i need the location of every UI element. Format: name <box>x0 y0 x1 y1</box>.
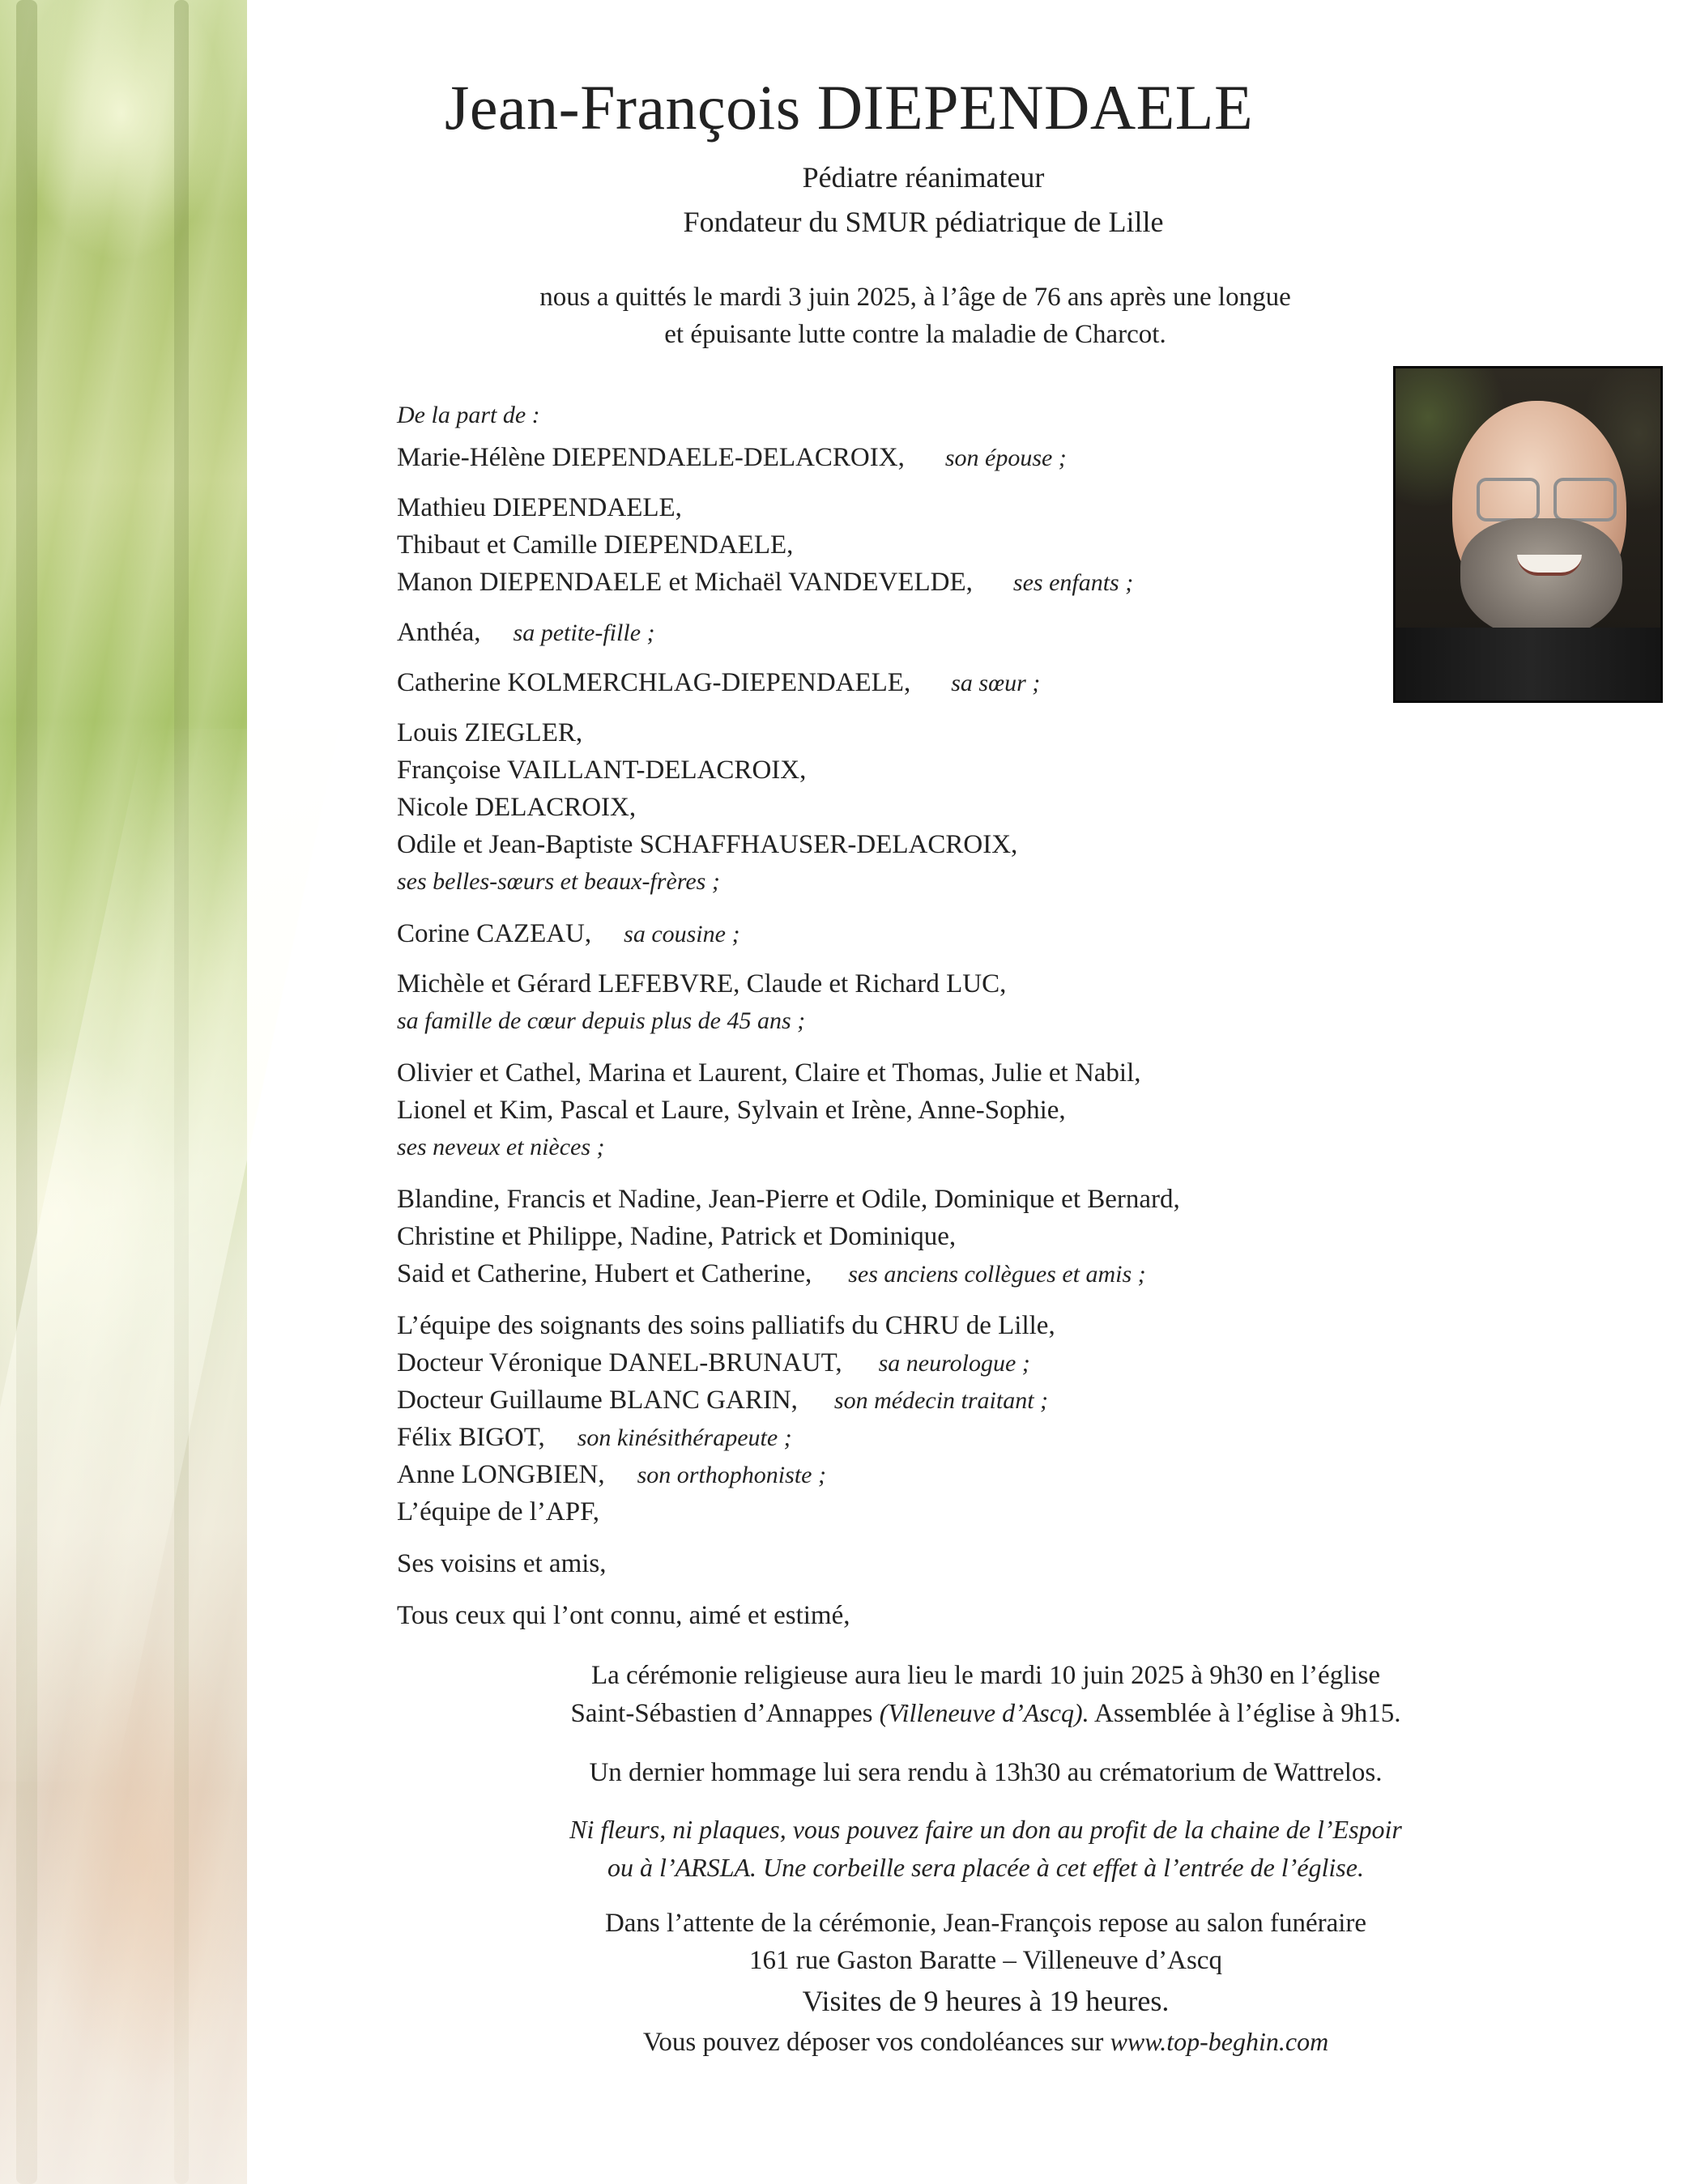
assembly-time: Assemblée à l’église à 9h15. <box>1094 1699 1401 1728</box>
list-item-names: Manon DIEPENDAELE et Michaël VANDEVELDE, <box>397 568 973 597</box>
funeral-home-info <box>247 1905 1692 2020</box>
church-town: (Villeneuve d’Ascq). <box>879 1698 1089 1727</box>
list-item-role: son médecin traitant ; <box>833 1387 1049 1414</box>
list-item <box>397 439 1067 477</box>
sun-rays <box>0 729 339 1782</box>
list-item-role: ses enfants ; <box>1012 569 1134 596</box>
list-item-names: Anthéa, <box>397 618 481 647</box>
photo-glasses-right <box>1553 478 1617 522</box>
condolences-text: Vous pouvez déposer vos condoléances sur <box>642 2028 1104 2057</box>
condolences-link[interactable]: www.top-beghin.com <box>1110 2027 1329 2056</box>
list-item: Mathieu DIEPENDAELE, <box>397 493 682 522</box>
announcement-line-1: nous a quittés le mardi 3 juin 2025, à l’âge de 76 ans après une longue <box>539 283 1291 312</box>
list-item-role: son kinésithérapeute ; <box>577 1424 792 1451</box>
list-item-names: Marie-Hélène DIEPENDAELE-DELACROIX, <box>397 443 905 472</box>
list-item-role: ses belles-sœurs et beaux-frères ; <box>397 868 720 895</box>
list-item <box>397 1344 1030 1382</box>
ceremony-info <box>247 1657 1692 1732</box>
list-item: Olivier et Cathel, Marina et Laurent, Claire et Thomas, Julie et Nabil, <box>397 1058 1141 1088</box>
forest-background-image <box>0 0 247 2184</box>
list-item-role: sa cousine ; <box>624 921 740 947</box>
list-item <box>397 1381 1048 1420</box>
list-item <box>397 1419 792 1457</box>
list-item: Thibaut et Camille DIEPENDAELE, <box>397 530 794 560</box>
list-item: Blandine, Francis et Nadine, Jean-Pierre et Odile, Dominique et Bernard, <box>397 1185 1180 1214</box>
list-item <box>397 664 1040 702</box>
list-item-names: Corine CAZEAU, <box>397 919 592 948</box>
list-item <box>397 915 739 953</box>
list-item: L’équipe des soignants des soins palliatifs du CHRU de Lille, <box>397 1311 1055 1340</box>
list-item: Ses voisins et amis, <box>397 1549 607 1578</box>
death-announcement <box>364 279 1466 353</box>
list-item-names: Said et Catherine, Hubert et Catherine, <box>397 1259 812 1288</box>
list-item: Michèle et Gérard LEFEBVRE, Claude et Richard LUC, <box>397 969 1007 998</box>
list-item-role: sa sœur ; <box>951 670 1041 696</box>
list-item-names: Docteur Guillaume BLANC GARIN, <box>397 1386 798 1415</box>
list-item-names: Catherine KOLMERCHLAG-DIEPENDAELE, <box>397 668 911 697</box>
flowers-line-1: Ni fleurs, ni plaques, vous pouvez faire un don au profit de la chaine de l’Espoir <box>569 1815 1402 1844</box>
portrait-photo <box>1393 366 1663 703</box>
list-item-role: sa neurologue ; <box>878 1350 1030 1377</box>
list-item-names: Félix BIGOT, <box>397 1423 545 1452</box>
list-item-role: sa famille de cœur depuis plus de 45 ans ; <box>397 1007 806 1034</box>
list-item-role: ses anciens collègues et amis ; <box>848 1261 1146 1288</box>
flowers-notice <box>247 1811 1692 1887</box>
list-item: Louis ZIEGLER, <box>397 718 583 747</box>
photo-glasses-left <box>1477 478 1540 522</box>
list-item: Tous ceux qui l’ont connu, aimé et estimé, <box>397 1601 850 1630</box>
list-item <box>397 564 1133 602</box>
list-item <box>397 1255 1146 1293</box>
list-item: Françoise VAILLANT-DELACROIX, <box>397 756 807 785</box>
list-item-role: ses neveux et nièces ; <box>397 1134 605 1160</box>
photo-beard <box>1460 518 1622 640</box>
list-item-role: son orthophoniste ; <box>637 1462 826 1488</box>
list-item-role: sa petite-fille ; <box>513 619 655 646</box>
photo-shirt <box>1396 628 1663 703</box>
flowers-line-2: ou à l’ARSLA. Une corbeille sera placée à cet effet à l’entrée de l’église. <box>607 1853 1364 1882</box>
profession-title: Pédiatre réanimateur <box>802 161 1045 194</box>
founder-title: Fondateur du SMUR pédiatrique de Lille <box>683 206 1164 238</box>
list-item-names: Anne LONGBIEN, <box>397 1460 605 1489</box>
ceremony-line-2 <box>247 1694 1692 1732</box>
list-item: Christine et Philippe, Nadine, Patrick et Dominique, <box>397 1222 957 1251</box>
deceased-name-text: Jean-François DIEPENDAELE <box>445 72 1254 143</box>
announcement-line-2: et épuisante lutte contre la maladie de Charcot. <box>664 320 1166 349</box>
family-intro: De la part de : <box>397 402 540 428</box>
tree-trunk-left <box>16 0 37 2184</box>
list-item: Nicole DELACROIX, <box>397 793 637 822</box>
visiting-hours: Visites de 9 heures à 19 heures. <box>802 1985 1170 2017</box>
list-item-names: Docteur Véronique DANEL-BRUNAUT, <box>397 1348 842 1377</box>
salon-line-1: Dans l’attente de la cérémonie, Jean-François repose au salon funéraire <box>604 1909 1367 1938</box>
list-item: L’équipe de l’APF, <box>397 1497 600 1526</box>
church-name: Saint-Sébastien d’Annappes <box>570 1699 873 1728</box>
list-item <box>397 1456 826 1494</box>
list-item-role: son épouse ; <box>944 445 1067 471</box>
salon-address: 161 rue Gaston Baratte – Villeneuve d’Ascq <box>749 1946 1222 1975</box>
list-item: Lionel et Kim, Pascal et Laure, Sylvain et Irène, Anne-Sophie, <box>397 1096 1066 1125</box>
list-item <box>397 614 655 652</box>
ceremony-line-1: La cérémonie religieuse aura lieu le mardi 10 juin 2025 à 9h30 en l’église <box>590 1661 1381 1690</box>
hommage-info: Un dernier hommage lui sera rendu à 13h30 au crématorium de Wattrelos. <box>589 1758 1383 1787</box>
condolences-info <box>247 2023 1692 2061</box>
list-item: Odile et Jean-Baptiste SCHAFFHAUSER-DELACROIX, <box>397 830 1018 859</box>
